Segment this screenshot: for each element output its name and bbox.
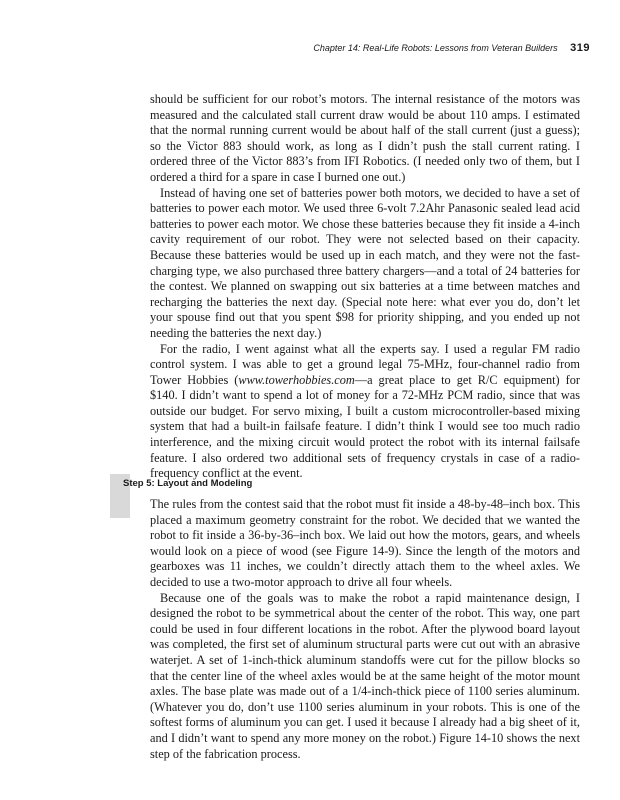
page-number: 319 (570, 42, 590, 54)
section-body (150, 92, 580, 482)
step5-body (150, 497, 580, 762)
step5-heading: Step 5: Layout and Modeling (123, 478, 253, 489)
paragraph-batteries: Instead of having one set of batteries power both motors, we decided to have a set of batteries to power each motor. We used three 6-volt 7.2Ahr Panasonic sealed lead acid batteries to power each motor. We chose these batteries because they fit inside a 4-inch cavity requirement of our robot. They were not selected based on their capacity. Because these batteries would be used up in each match, and they were not the fast-charging type, we also purchased three battery chargers—and a total of 24 batteries for the contest. We planned on swapping out six batteries at a time between matches and recharging the batteries the next day. (Special note here: what ever you do, don’t let your spouse find out that you spent $98 for priority shipping, and you ended up not needing the batteries the next day.) (150, 185, 580, 340)
paragraph-radio (150, 342, 580, 482)
tower-hobbies-link[interactable]: www.towerhobbies.com (238, 372, 355, 387)
paragraph-layout: The rules from the contest said that the robot must fit inside a 48-by-48–inch box. This placed a maximum geometry constraint for the robot. We decided that we wanted the robot to fit inside a 36-by-36–inch box. We laid out how the motors, gears, and wheels would look on a piece of wood (see Figure 14-9). Since the length of the motors and gearboxes was 11 inches, we couldn’t directly attach them to the wheel axles. We decided to use a two-motor approach to drive all four wheels. (150, 497, 580, 589)
radio-text-start: For the radio, I went against what all the experts say. I used a regular FM radio control system. I was able to get a ground legal 75-MHz, four-channel radio from Tower Hobbies ( (150, 341, 580, 387)
radio-text-end: —a great place to get R/C equipment) for $140. I didn’t want to spend a lot of money for a 72-MHz PCM radio, since that was outside our budget. For servo mixing, I built a custom microcontroller-based mixing system that had a built-in failsafe feature. I didn’t think I would see too much radio interference, and the mixing circuit would protect the robot with its internal failsafe feature. I also ordered two additional sets of frequency crystals in case of a radio-frequency conflict at the event. (150, 372, 580, 481)
paragraph-motor-controller: should be sufficient for our robot’s motors. The internal resistance of the motors was measured and the calculated stall current draw would be about 110 amps. I estimated that the normal running current would be about half of the stall current (just a guess); so the Victor 883 should work, as long as I didn’t push the stall current rating. I ordered three of the Victor 883’s from IFI Robotics. (I needed only two of them, but I ordered a third for a spare in case I burned one out.) (150, 92, 580, 184)
paragraph-fabrication: Because one of the goals was to make the robot a rapid maintenance design, I designed the robot to be symmetrical about the center of the robot. This way, one part could be used in four different locations in the robot. After the plywood board layout was completed, the first set of aluminum structural parts were cut out with an abrasive waterjet. A set of 1-inch-thick aluminum standoffs were cut for the pillow blocks so that the center line of the wheel axles would be at the same height of the motor mount axles. The base plate was made out of a 1/4-inch-thick piece of 1100 series aluminum. (Whatever you do, don’t use 1100 series aluminum in your robots. This is one of the softest forms of aluminum you can get. I used it because I already had a big sheet of it, and I didn’t want to spend any more money on the robot.) Figure 14-10 shows the next step of the fabrication process. (150, 590, 580, 761)
chapter-title: Chapter 14: Real-Life Robots: Lessons from Veteran Builders (313, 43, 558, 53)
running-header (150, 42, 590, 54)
